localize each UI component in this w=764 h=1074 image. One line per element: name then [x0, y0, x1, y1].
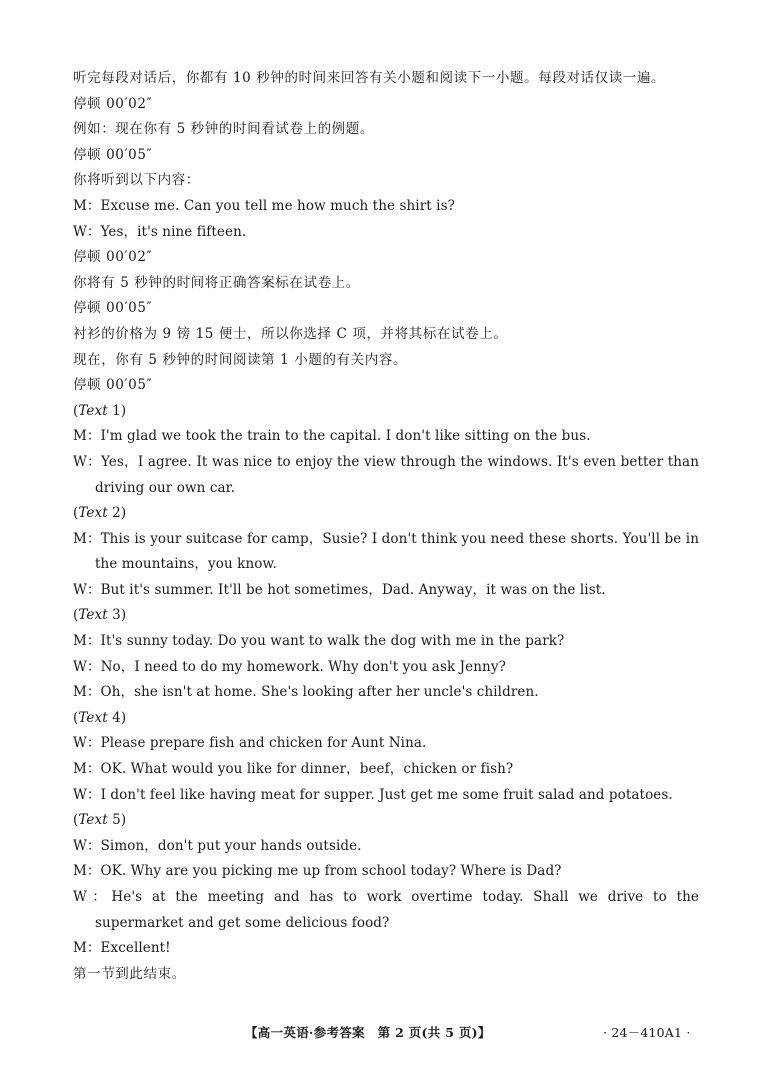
footer-code: · 24－410A1 · [603, 1025, 691, 1040]
dialogue-line: M：This is your suitcase for camp，Susie? I don't think you need these shorts. You'll be in the mountains，you know. [73, 530, 699, 573]
dialogue-line: M：I'm glad we took the train to the capital. I don't like sitting on the bus. [73, 428, 591, 445]
text-section-label: (Text 4) [73, 709, 127, 726]
instruction-line: 衬衫的价格为 9 镑 15 便士，所以你选择 C 项，并将其标在试卷上。 [73, 325, 508, 342]
instruction-line: 听完每段对话后，你都有 10 秒钟的时间来回答有关小题和阅读下一小题。每段对话仅读一遍。 [73, 70, 666, 86]
instruction-line: 停顿 00′02″ [73, 95, 153, 112]
dialogue-line: W：Yes，I agree. It was nice to enjoy the view through the windows. It's even better than driving our own car. [73, 453, 699, 496]
dialogue-line: M：It's sunny today. Do you want to walk the dog with me in the park? [73, 633, 565, 650]
transcript-body [73, 66, 699, 987]
instruction-line: 现在，你有 5 秒钟的时间阅读第 1 小题的有关内容。 [73, 351, 408, 368]
dialogue-line: W：I don't feel like having meat for supper. Just get me some fruit salad and potatoes. [73, 786, 673, 803]
dialogue-line: W：But it's summer. It'll be hot sometimes，Dad. Anyway，it was on the list. [73, 581, 606, 598]
page-footer [0, 1023, 764, 1043]
dialogue-line: W：No，I need to do my homework. Why don't you ask Jenny? [73, 658, 506, 675]
instruction-line: 你将有 5 秒钟的时间将正确答案标在试卷上。 [73, 274, 360, 291]
dialogue-line: M：OK. What would you like for dinner，beef，chicken or fish? [73, 761, 514, 778]
instruction-line: 第一节到此结束。 [73, 965, 186, 982]
text-section-label: (Text 2) [73, 505, 127, 522]
instruction-line: 例如：现在你有 5 秒钟的时间看试卷上的例题。 [73, 121, 374, 138]
dialogue-line: M：Oh，she isn't at home. She's looking after her uncle's children. [73, 684, 539, 701]
instruction-line: 停顿 00′05″ [73, 146, 153, 163]
text-section-label: (Text 3) [73, 607, 127, 624]
text-section-label: (Text 5) [73, 812, 127, 829]
dialogue-line: W：He's at the meeting and has to work overtime today. Shall we drive to the supermarket and get some delicious food? [73, 889, 699, 931]
dialogue-line: W：Simon，don't put your hands outside. [73, 837, 362, 854]
instruction-line: 停顿 00′05″ [73, 377, 153, 394]
text-section-label: (Text 1) [73, 402, 127, 419]
dialogue-line: M：Excuse me. Can you tell me how much the shirt is? [73, 197, 455, 214]
dialogue-line: W：Yes，it's nine fifteen. [73, 223, 247, 240]
instruction-line: 你将听到以下内容： [73, 172, 200, 189]
instruction-line: 停顿 00′02″ [73, 249, 153, 266]
footer-page-info: 【高一英语·参考答案 第 2 页(共 5 页)】 [245, 1025, 491, 1040]
dialogue-line: M：Excellent! [73, 940, 171, 957]
dialogue-line: W：Please prepare fish and chicken for Aunt Nina. [73, 735, 427, 752]
dialogue-line: M：OK. Why are you picking me up from school today? Where is Dad? [73, 863, 562, 880]
instruction-line: 停顿 00′05″ [73, 300, 153, 317]
